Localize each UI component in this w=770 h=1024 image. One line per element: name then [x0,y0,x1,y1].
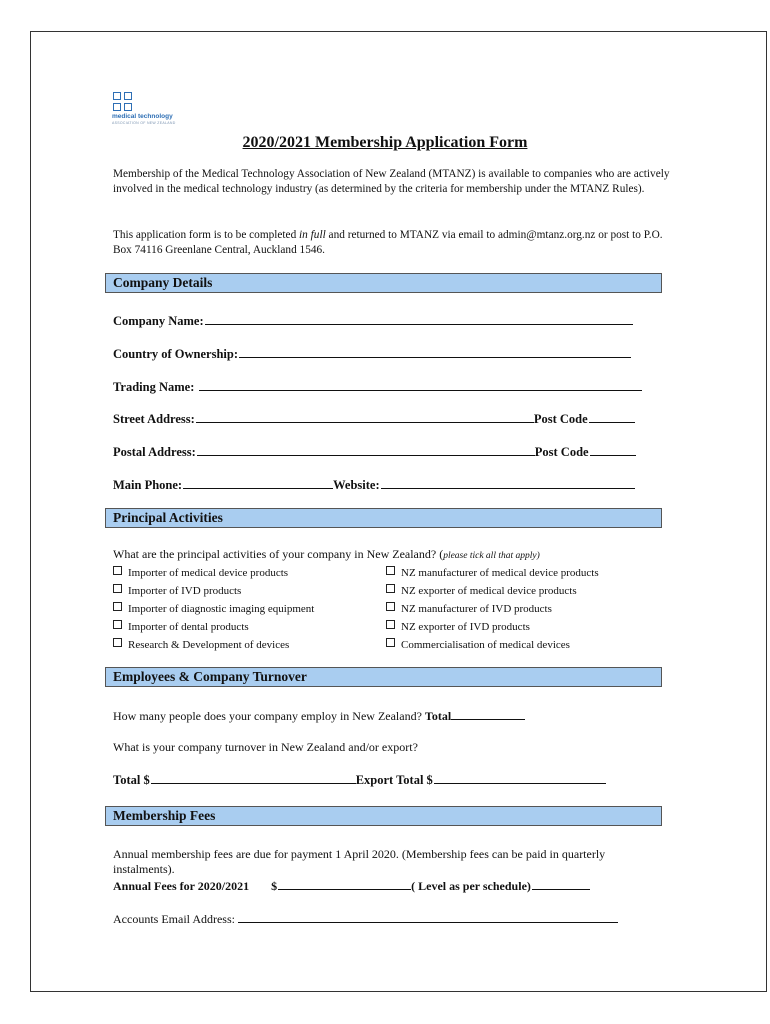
postal-address-field[interactable]: Postal Address: Post Code [113,444,636,460]
checkbox-icon[interactable] [113,602,122,611]
checkbox-icon[interactable] [113,584,122,593]
checkbox-nz-exporter-medical[interactable]: NZ exporter of medical device products [386,584,577,597]
company-name-field[interactable]: Company Name: [113,313,633,329]
intro-paragraph: Membership of the Medical Technology Association of New Zealand (MTANZ) is available to companies who are actively involved in the medical technology industry (as determined by the criteria for membership under the MTANZ Rules). [113,168,670,195]
turnover-totals-field[interactable]: Total $ Export Total $ [113,772,606,788]
checkbox-research-development[interactable]: Research & Development of devices [113,638,289,651]
country-ownership-field[interactable]: Country of Ownership: [113,346,631,362]
checkbox-icon[interactable] [113,638,122,647]
turnover-total-line[interactable] [151,772,356,784]
checkbox-importer-ivd[interactable]: Importer of IVD products [113,584,241,597]
checkbox-icon[interactable] [113,566,122,575]
street-address-line[interactable] [196,411,534,423]
export-total-line[interactable] [434,772,606,784]
logo-subtitle: ASSOCIATION OF NEW ZEALAND [112,121,176,125]
accounts-email-line[interactable] [238,911,618,923]
postal-address-line[interactable] [197,444,535,456]
logo-square-icon [113,103,121,111]
street-address-field[interactable]: Street Address: Post Code [113,411,635,427]
checkbox-nz-manufacturer-ivd[interactable]: NZ manufacturer of IVD products [386,602,552,615]
checkbox-icon[interactable] [386,638,395,647]
section-principal-activities: Principal Activities [105,508,662,528]
employees-question[interactable]: How many people does your company employ in New Zealand? Total [113,708,525,724]
annual-fees-field[interactable]: Annual Fees for 2020/2021 $ ( Level as per schedule) [113,878,590,894]
postal-post-code-line[interactable] [590,444,636,456]
section-employees-turnover: Employees & Company Turnover [105,667,662,687]
checkbox-importer-medical[interactable]: Importer of medical device products [113,566,288,579]
submission-paragraph: This application form is to be completed in full and returned to MTANZ via email to admin@mtanz.org.nz or post to P.O. Box 74116 Greenlane Central, Auckland 1546. [113,229,663,256]
checkbox-importer-imaging[interactable]: Importer of diagnostic imaging equipment [113,602,314,615]
employees-total-line[interactable] [451,708,525,720]
logo-square-icon [124,92,132,100]
trading-name-line[interactable] [199,379,642,391]
section-membership-fees: Membership Fees [105,806,662,826]
country-ownership-line[interactable] [239,346,631,358]
checkbox-importer-dental[interactable]: Importer of dental products [113,620,249,633]
phone-website-field[interactable]: Main Phone: Website: [113,477,635,493]
form-title: 2020/2021 Membership Application Form [242,134,528,151]
activities-question: What are the principal activities of your company in New Zealand? (please tick all that apply) [113,547,540,561]
checkbox-nz-manufacturer-medical[interactable]: NZ manufacturer of medical device products [386,566,599,579]
fee-level-line[interactable] [532,878,590,890]
checkbox-icon[interactable] [113,620,122,629]
company-name-line[interactable] [205,313,633,325]
checkbox-commercialisation[interactable]: Commercialisation of medical devices [386,638,570,651]
main-phone-line[interactable] [183,477,333,489]
checkbox-icon[interactable] [386,620,395,629]
turnover-question: What is your company turnover in New Zealand and/or export? [113,740,418,754]
section-company-details: Company Details [105,273,662,293]
mtanz-logo [112,92,192,132]
trading-name-field[interactable]: Trading Name: [113,379,642,395]
logo-square-icon [124,103,132,111]
checkbox-icon[interactable] [386,602,395,611]
logo-square-icon [113,92,121,100]
accounts-email-field[interactable]: Accounts Email Address: [113,911,618,927]
annual-fees-amount-line[interactable] [278,878,411,890]
street-post-code-line[interactable] [589,411,635,423]
checkbox-icon[interactable] [386,566,395,575]
checkbox-nz-exporter-ivd[interactable]: NZ exporter of IVD products [386,620,530,633]
checkbox-icon[interactable] [386,584,395,593]
logo-name: medical technology [112,113,173,120]
fees-note: Annual membership fees are due for payment 1 April 2020. (Membership fees can be paid in quarterly instalments). [113,847,606,876]
website-line[interactable] [381,477,635,489]
